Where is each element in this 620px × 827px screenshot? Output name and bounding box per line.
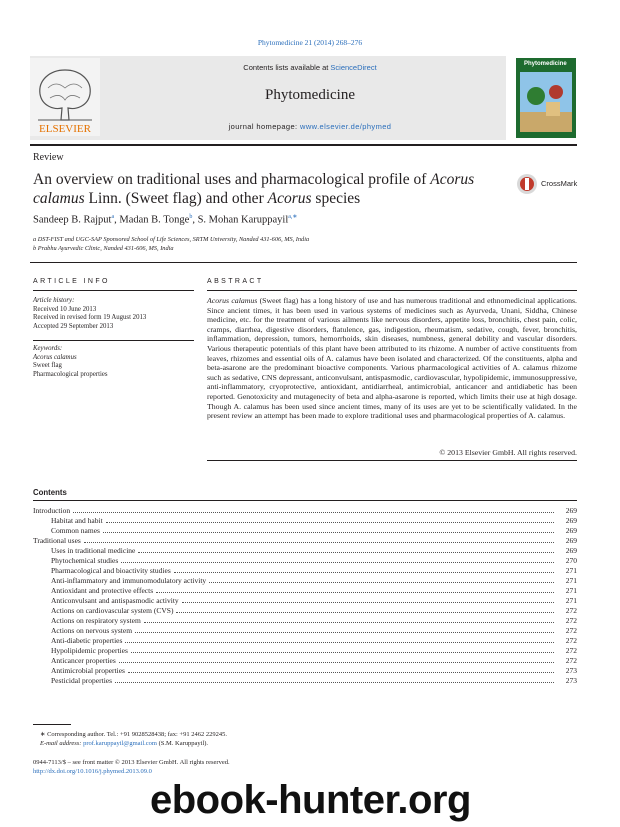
- section-label: Review: [33, 152, 64, 163]
- toc-leader-dots: [156, 586, 554, 593]
- watermark-text: ebook-hunter.org: [150, 778, 471, 822]
- history-item: Received 10 June 2013: [33, 305, 97, 313]
- author-affiliation-mark[interactable]: a: [111, 214, 115, 220]
- toc-leader-dots: [121, 556, 554, 563]
- toc-entry-title[interactable]: Common names: [51, 526, 100, 535]
- toc-entry[interactable]: [33, 526, 577, 536]
- toc-entry-title[interactable]: Anticonvulsant and antispasmodic activity: [51, 596, 179, 605]
- toc-entry[interactable]: [33, 536, 577, 546]
- toc-entry-title[interactable]: Antioxidant and protective effects: [51, 586, 154, 595]
- toc-leader-dots: [125, 636, 554, 643]
- toc-entry[interactable]: [33, 546, 577, 556]
- toc-entry-title[interactable]: Introduction: [33, 506, 71, 515]
- toc-entry-title[interactable]: Actions on nervous system: [51, 626, 133, 635]
- toc-entry[interactable]: [33, 676, 577, 686]
- toc-entry[interactable]: [33, 596, 577, 606]
- toc-leader-dots: [144, 616, 554, 623]
- toc-entry-page[interactable]: 271: [565, 586, 577, 595]
- header-rule: [30, 144, 577, 146]
- author-separator: ,: [192, 214, 198, 226]
- journal-citation[interactable]: Phytomedicine 21 (2014) 268–276: [257, 38, 363, 47]
- journal-cover-image: [516, 58, 576, 138]
- title-species: Acorus calamus: [33, 171, 475, 207]
- toc-entry-page[interactable]: 269: [565, 506, 577, 515]
- abstract-body: [207, 296, 577, 421]
- article-title: [33, 170, 503, 208]
- abstract-copyright: © 2013 Elsevier GmbH. All rights reserved.: [439, 448, 577, 457]
- toc-entry[interactable]: [33, 516, 577, 526]
- toc-entry-page[interactable]: 272: [565, 626, 577, 635]
- cover-title: Phytomedicine: [524, 61, 567, 67]
- email-label: E-mail address:: [40, 740, 84, 747]
- title-segment: Linn. (Sweet flag) and other: [84, 190, 268, 207]
- toc-entry[interactable]: [33, 656, 577, 666]
- toc-entry-title[interactable]: Pharmacological and bioactivity studies: [51, 566, 171, 575]
- toc-entry-title[interactable]: Anti-diabetic properties: [51, 636, 123, 645]
- toc-entry-title[interactable]: Habitat and habit: [51, 516, 103, 525]
- keywords: [33, 345, 108, 379]
- toc-entry-page[interactable]: 272: [565, 656, 577, 665]
- authors-rule: [30, 262, 577, 263]
- toc-entry-title[interactable]: Actions on cardiovascular system (CVS): [51, 606, 174, 615]
- toc-leader-dots: [182, 596, 554, 603]
- toc-leader-dots: [176, 606, 554, 613]
- toc-leader-dots: [209, 576, 554, 583]
- toc-entry[interactable]: [33, 576, 577, 586]
- toc-entry-page[interactable]: 269: [565, 516, 577, 525]
- toc-entry-page[interactable]: 270: [565, 556, 577, 565]
- keywords-rule: [33, 340, 194, 341]
- article-info-rule: [33, 290, 194, 291]
- history-item: Received in revised form 19 August 2013: [33, 314, 147, 321]
- toc-entry-page[interactable]: 272: [565, 616, 577, 625]
- homepage-prefix: journal homepage:: [228, 122, 301, 131]
- journal-title: Phytomedicine: [265, 87, 355, 103]
- author-name[interactable]: Sandeep B. Rajput: [33, 214, 112, 226]
- crossmark-label: CrossMark: [541, 179, 578, 188]
- abstract-rule: [207, 290, 577, 291]
- crossmark-icon: [516, 173, 538, 195]
- toc-entry-title[interactable]: Actions on respiratory system: [51, 616, 141, 625]
- email-link[interactable]: prof.karuppayil@gmail.com: [83, 740, 157, 747]
- author-name[interactable]: Madan B. Tonge: [119, 214, 190, 226]
- issn-block: [33, 758, 230, 776]
- table-of-contents: [33, 506, 577, 686]
- toc-entry-page[interactable]: 272: [565, 636, 577, 645]
- toc-entry[interactable]: [33, 626, 577, 636]
- toc-leader-dots: [84, 536, 554, 543]
- article-history: [33, 297, 146, 331]
- article-info-heading: ARTICLE INFO: [33, 278, 110, 285]
- keyword-item: Pharmacological properties: [33, 370, 108, 378]
- toc-leader-dots: [128, 666, 554, 673]
- corresponding-author-footnote: [40, 730, 227, 748]
- author-list: [33, 213, 297, 226]
- toc-entry-page[interactable]: 272: [565, 646, 577, 655]
- toc-entry[interactable]: [33, 616, 577, 626]
- toc-entry-title[interactable]: Traditional uses: [33, 536, 81, 545]
- contents-prefix: Contents lists available at: [243, 63, 331, 72]
- affiliation-b: b Prabhu Ayurvedic Clinic, Nanded 431-606, MS, India: [33, 244, 174, 252]
- toc-entry-page[interactable]: 273: [565, 666, 577, 675]
- toc-entry-page[interactable]: 269: [565, 546, 577, 555]
- toc-entry-title[interactable]: Hypolipidemic properties: [51, 646, 128, 655]
- toc-leader-dots: [119, 656, 554, 663]
- abstract-lead-species: Acorus calamus: [207, 296, 258, 305]
- title-segment: An overview on traditional uses and pharmacological profile of: [33, 171, 431, 188]
- toc-leader-dots: [73, 506, 554, 513]
- toc-entry-page[interactable]: 269: [565, 536, 577, 545]
- toc-leader-dots: [103, 526, 554, 533]
- toc-entry-page[interactable]: 273: [565, 676, 577, 685]
- crossmark-badge[interactable]: [516, 174, 576, 194]
- keyword-item: Sweet flag: [33, 362, 62, 369]
- toc-entry-title[interactable]: Pesticidal properties: [51, 676, 113, 685]
- keywords-label: Keywords:: [33, 345, 63, 352]
- corresponding-author-line: ∗ Corresponding author. Tel.: +91 9028528438; fax: +91 2462 229245.: [40, 731, 227, 738]
- toc-entry-page[interactable]: 271: [565, 596, 577, 605]
- toc-entry-page[interactable]: 269: [565, 526, 577, 535]
- elsevier-wordmark: ELSEVIER: [39, 123, 91, 135]
- email-suffix: (S.M. Karuppayil).: [156, 740, 209, 747]
- toc-entry-page[interactable]: 271: [565, 566, 577, 575]
- toc-leader-dots: [115, 676, 554, 683]
- toc-entry[interactable]: [33, 606, 577, 616]
- toc-entry[interactable]: [33, 646, 577, 656]
- affiliation-a: a DST-FIST and UGC-SAP Sponsored School of Life Sciences, SRTM University, Nanded 431-606, MS, India: [33, 236, 310, 243]
- author-separator: ,: [114, 214, 120, 226]
- history-label: Article history:: [33, 297, 75, 304]
- author-name[interactable]: S. Mohan Karuppayil: [197, 214, 289, 226]
- abstract-text: (Sweet flag) has a long history of use and has numerous traditional and ethnomedicinal applications. Since ancient times, it has been used in various systems of medicines such as Ayurveda, Unani, Siddha, Chinese medicine, etc. for the treatment of various ailments like nervous disorders, appetite loss, bronchitis, chest pain, colic, cramps, diarrhea, digestive disorders, flatulence, gas, indigestion, rheumatism, sedative, cough, fever, bronchitis, inflammation, depression, tumors, hemorrhoids, skin diseases, numbness, general debility and vascular disorders. Various therapeutic potentials of this plant have been attributed to its rhizome. A number of active constituents from leaves, rhizomes and essential oils of A. calamus have been isolated and characterized. Of the constituents, alpha and beta-asarone are the predominant bioactive components. Various pharmacological activities of A. calamus rhizome such as sedative, CNS depressant, anticonvulsant, antispasmodic, cardiovascular, hypolipidemic, immunosuppressive, anti-inflammatory, cryoprotective, antioxidant, antidiarrheal, antimicrobial, anticancer and antidiabetic has been reported. Genotoxicity and mutagenecity of beta and alpha-asarone is reported, which limits their use at high dosage. Though A. calamus has been used since ancient times, many of its uses are yet to be scientifically validated. In the present review an attempt has been made to explore traditional uses and pharmacological properties of A. calamus.: [207, 296, 577, 421]
- title-segment: species: [311, 190, 361, 207]
- toc-entry-title[interactable]: Uses in traditional medicine: [51, 546, 136, 555]
- toc-entry[interactable]: [33, 506, 577, 516]
- toc-leader-dots: [138, 546, 554, 553]
- author-affiliation-mark[interactable]: a,∗: [288, 214, 298, 220]
- abstract-heading: ABSTRACT: [207, 278, 264, 285]
- toc-entry-title[interactable]: Anti-inflammatory and immunomodulatory activity: [51, 576, 207, 585]
- cover-artwork: [516, 58, 576, 138]
- toc-leader-dots: [131, 646, 554, 653]
- toc-leader-dots: [174, 566, 554, 573]
- homepage-link[interactable]: www.elsevier.de/phymed: [300, 122, 392, 131]
- toc-entry[interactable]: [33, 556, 577, 566]
- toc-entry-title[interactable]: Anticancer properties: [51, 656, 116, 665]
- toc-entry[interactable]: [33, 566, 577, 576]
- footnote-rule: [33, 724, 71, 725]
- contents-heading: Contents: [33, 488, 67, 497]
- author-affiliation-mark[interactable]: b: [189, 214, 193, 220]
- doi-link[interactable]: http://dx.doi.org/10.1016/j.phymed.2013.09.0: [33, 768, 152, 775]
- abstract-bottom-rule: [207, 460, 577, 461]
- affiliations: [33, 236, 309, 253]
- title-genus: Acorus: [267, 190, 312, 207]
- sciencedirect-link[interactable]: ScienceDirect: [330, 63, 377, 72]
- issn-line: 0944-7113/$ – see front matter © 2013 Elsevier GmbH. All rights reserved.: [33, 759, 230, 766]
- toc-entry-title[interactable]: Phytochemical studies: [51, 556, 119, 565]
- history-item: Accepted 29 September 2013: [33, 322, 114, 330]
- toc-leader-dots: [106, 516, 554, 523]
- toc-entry[interactable]: [33, 586, 577, 596]
- toc-entry[interactable]: [33, 636, 577, 646]
- toc-entry[interactable]: [33, 666, 577, 676]
- toc-entry-title[interactable]: Antimicrobial properties: [51, 666, 125, 675]
- toc-entry-page[interactable]: 272: [565, 606, 577, 615]
- contents-rule: [33, 500, 577, 501]
- toc-entry-page[interactable]: 271: [565, 576, 577, 585]
- keyword-item: Acorus calamus: [33, 353, 77, 361]
- toc-leader-dots: [135, 626, 554, 633]
